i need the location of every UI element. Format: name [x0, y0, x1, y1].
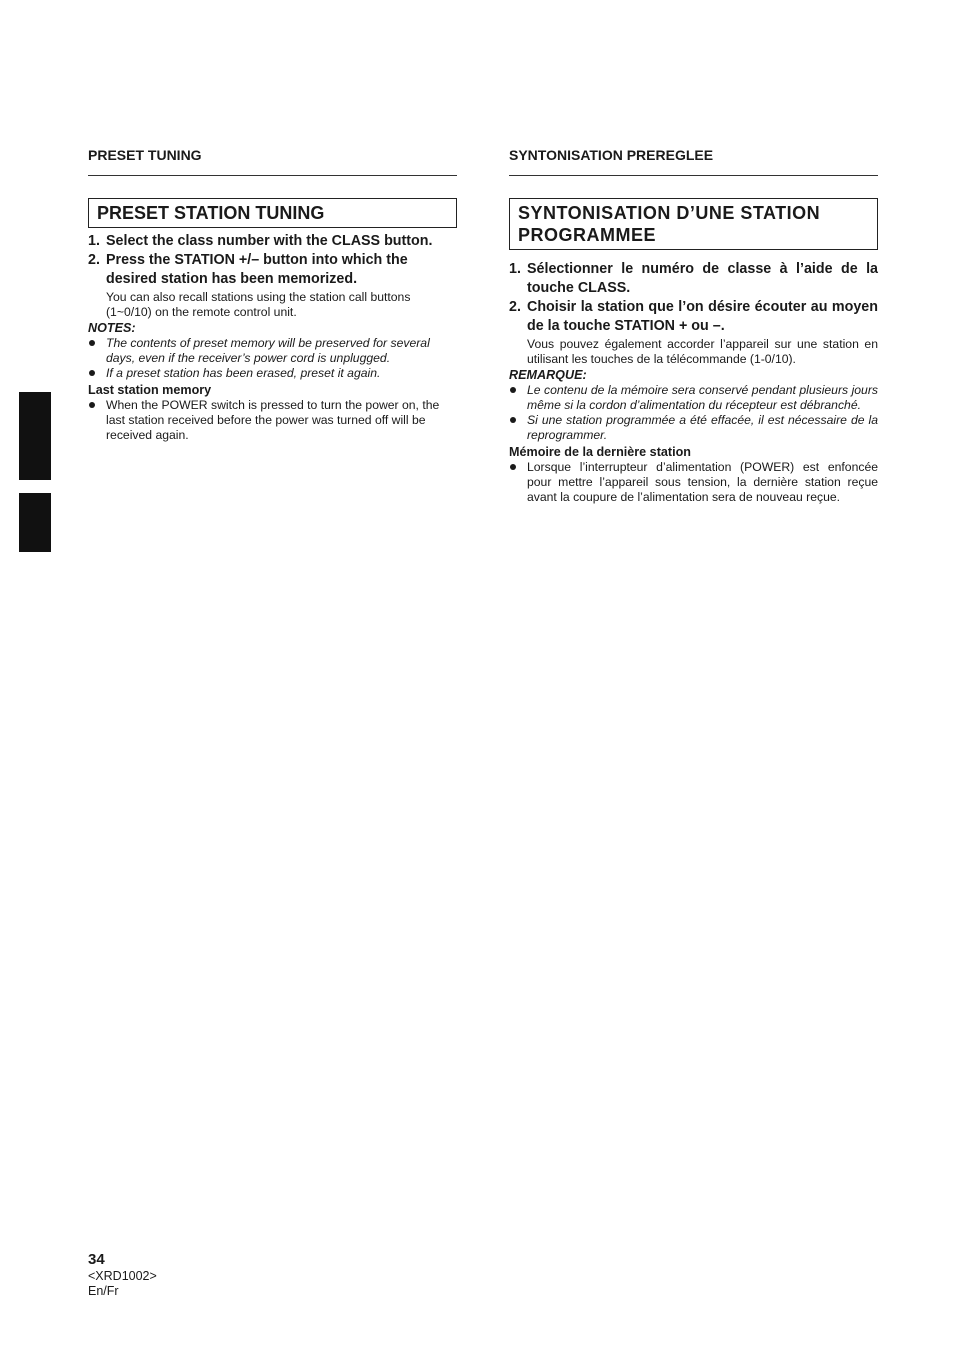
step-item: [509, 260, 878, 298]
language-code: En/Fr: [88, 1284, 119, 1298]
section-title-box: [88, 198, 457, 228]
bullet-icon: [510, 387, 516, 393]
note-text: Le contenu de la mémoire sera conservé pendant plusieurs jours même si la cordon d’alimentation du récepteur est débranché.: [527, 383, 878, 412]
step-number: 2.: [88, 252, 100, 268]
section-title: SYNTONISATION D’UNE STATION PROGRAMMEE: [518, 203, 821, 245]
step-item: [88, 251, 457, 289]
notes-heading: NOTES:: [88, 321, 136, 335]
bullet-icon: [89, 370, 95, 376]
step-item: [88, 232, 457, 251]
page-number: 34: [88, 1251, 105, 1268]
list-item: [88, 398, 457, 443]
bullet-icon: [89, 340, 95, 346]
page-footer: [88, 1251, 157, 1299]
step-text: Press the STATION +/– button into which the desired station has been memorized.: [106, 252, 408, 287]
notes-heading: REMARQUE:: [509, 368, 587, 382]
french-column: [509, 146, 878, 505]
memory-text: When the POWER switch is pressed to turn the power on, the last station received before the power was turned off will be received again.: [106, 398, 440, 442]
bullet-icon: [510, 464, 516, 470]
step-number: 1.: [509, 261, 521, 277]
notes-list: [509, 383, 878, 443]
list-item: [509, 413, 878, 443]
section-title: PRESET STATION TUNING: [97, 203, 325, 223]
step-text: Select the class number with the CLASS button.: [106, 233, 433, 249]
step-number: 1.: [88, 233, 100, 249]
step-number: 2.: [509, 299, 521, 315]
list-item: [88, 336, 457, 366]
memory-text: Lorsque l’interrupteur d’alimentation (POWER) est enfoncée pour mettre l’appareil sous tension, la dernière station reçue avant la coupure de l’alimentation sera de nouveau reçue.: [527, 460, 878, 504]
step-list: [509, 260, 878, 336]
list-item: [509, 460, 878, 505]
bullet-icon: [89, 402, 95, 408]
memory-heading: Last station memory: [88, 383, 212, 397]
memory-list: [88, 398, 457, 443]
list-item: [88, 366, 457, 381]
note-text: The contents of preset memory will be preserved for several days, even if the receiver’s power cord is unplugged.: [106, 336, 430, 365]
edge-index-bar-top: [19, 392, 51, 480]
section-rule: [509, 175, 878, 176]
section-heading: SYNTONISATION PREREGLEE: [509, 147, 714, 163]
step-text: Choisir la station que l’on désire écouter au moyen de la touche STATION + ou –.: [527, 299, 878, 334]
note-text: Si une station programmée a été effacée, il est nécessaire de la reprogrammer.: [527, 413, 878, 442]
bullet-icon: [510, 417, 516, 423]
edge-index-bar-bottom: [19, 493, 51, 552]
step-note: You can also recall stations using the station call buttons (1~0/10) on the remote control unit.: [106, 290, 411, 319]
step-item: [509, 298, 878, 336]
model-code: <XRD1002>: [88, 1269, 157, 1283]
step-note: Vous pouvez également accorder l’appareil sur une station en utilisant les touches de la télécommande (1-0/10).: [527, 337, 878, 366]
step-list: [88, 232, 457, 289]
memory-list: [509, 460, 878, 505]
step-text: Sélectionner le numéro de classe à l’aide de la touche CLASS.: [527, 261, 878, 296]
notes-list: [88, 336, 457, 381]
section-heading: PRESET TUNING: [88, 147, 202, 163]
memory-heading: Mémoire de la dernière station: [509, 445, 691, 459]
english-column: [88, 146, 457, 443]
section-rule: [88, 175, 457, 176]
section-title-box: [509, 198, 878, 250]
note-text: If a preset station has been erased, preset it again.: [106, 366, 381, 380]
list-item: [509, 383, 878, 413]
